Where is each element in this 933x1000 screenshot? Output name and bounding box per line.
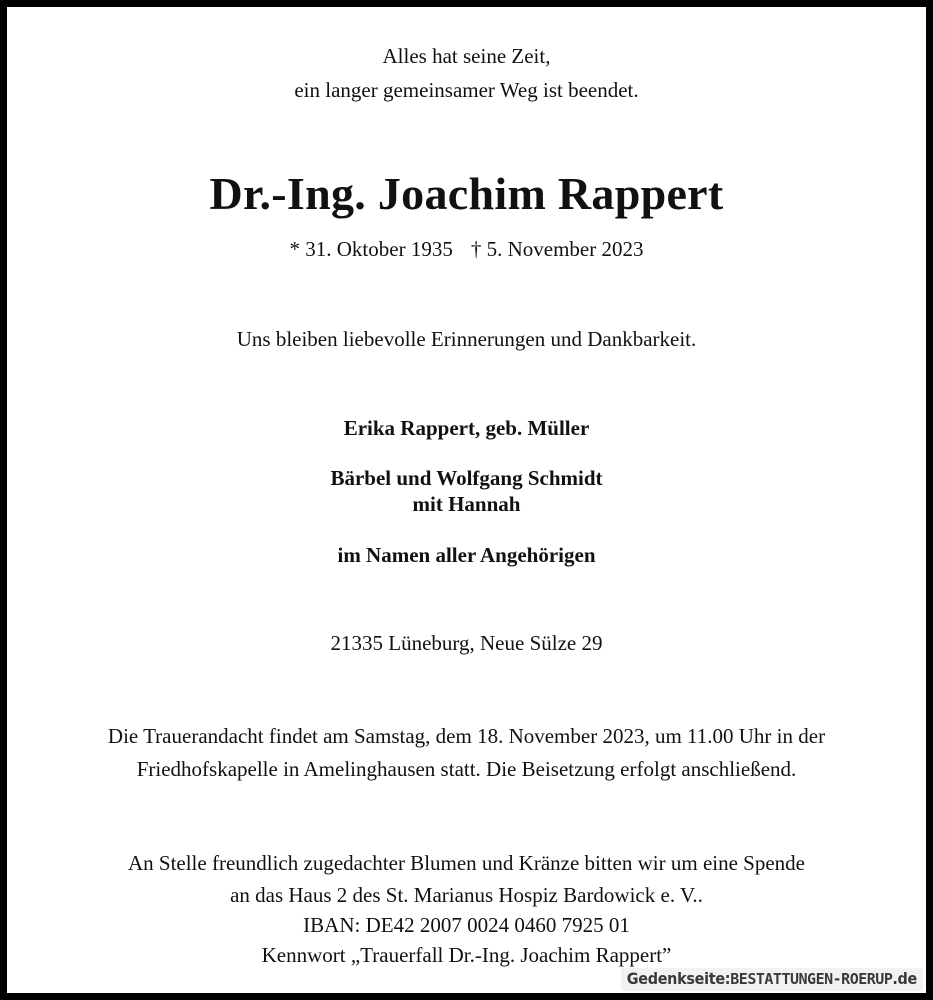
watermark-brand: BESTATTUNGEN-ROERUP — [730, 970, 893, 988]
donation-line-2: an das Haus 2 des St. Marianus Hospiz Bardowick e. V.. — [230, 883, 703, 907]
watermark-suffix: .de — [892, 969, 917, 988]
service-line-2: Friedhofskapelle in Amelinghausen statt. Die Beisetzung erfolgt anschließend. — [136, 757, 797, 781]
motto-line-1: Alles hat seine Zeit, — [382, 44, 551, 68]
life-dates — [7, 236, 926, 262]
birth-date: * 31. Oktober 1935 — [289, 237, 453, 261]
service-line-1: Die Trauerandacht findet am Samstag, dem 18. November 2023, um 11.00 Uhr in der — [107, 724, 826, 748]
death-date: † 5. November 2023 — [470, 237, 644, 261]
deceased-name: Dr.-Ing. Joachim Rappert — [209, 168, 724, 219]
donation-keyword: Kennwort „Trauerfall Dr.-Ing. Joachim Rappert” — [261, 943, 672, 967]
remembrance-text: Uns bleiben liebevolle Erinnerungen und Dankbarkeit. — [236, 327, 697, 351]
mourner-line-3: mit Hannah — [412, 492, 521, 516]
donation-iban: IBAN: DE42 2007 0024 0460 7925 01 — [303, 913, 630, 937]
mourner-line-1: Erika Rappert, geb. Müller — [343, 416, 590, 440]
mourner-line-2: Bärbel und Wolfgang Schmidt — [330, 466, 603, 490]
donation-line-1: An Stelle freundlich zugedachter Blumen und Kränze bitten wir um eine Spende — [127, 851, 806, 875]
watermark-prefix: Gedenkseite: — [626, 969, 731, 988]
address: 21335 Lüneburg, Neue Sülze 29 — [330, 631, 603, 655]
source-watermark — [621, 968, 923, 991]
motto-line-2: ein langer gemeinsamer Weg ist beendet. — [294, 78, 639, 102]
mourner-line-4: im Namen aller Angehörigen — [337, 543, 596, 567]
